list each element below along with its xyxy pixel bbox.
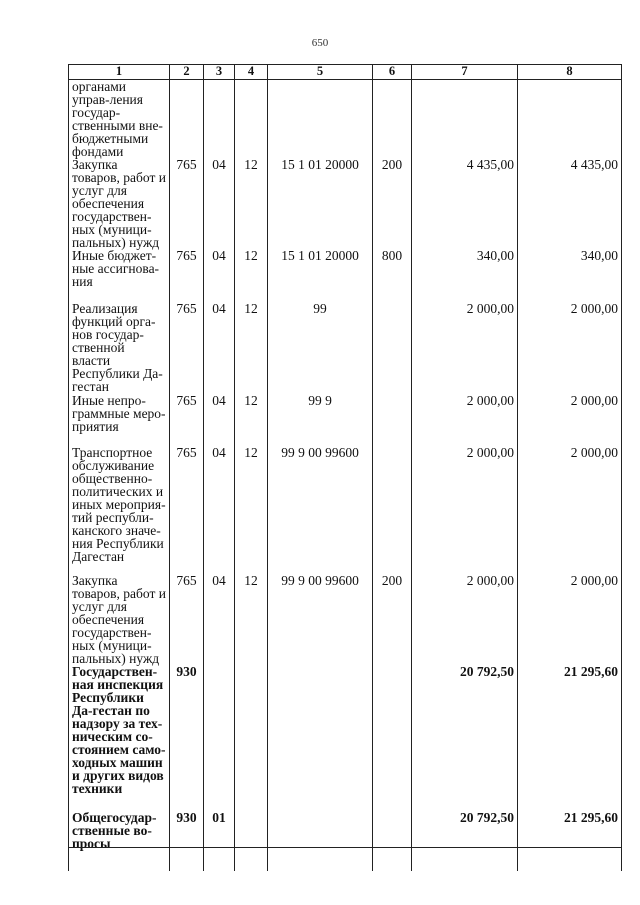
row-subsection: 12 xyxy=(235,394,268,446)
row-subsection: 12 xyxy=(235,302,268,394)
row-target-article: 15 1 01 20000 xyxy=(268,249,373,302)
row-name: Реализация функций орга-нов государ-ственной власти Республики Да-гестан xyxy=(69,302,170,394)
row-sum-year-2: 340,00 xyxy=(518,249,622,302)
row-expense-type xyxy=(373,394,412,446)
row-sum-year-1: 2 000,00 xyxy=(412,302,518,394)
header-cell-7: 7 xyxy=(412,65,518,80)
row-sum-year-1: 20 792,50 xyxy=(412,665,518,811)
row-target-article xyxy=(268,811,373,871)
table-row xyxy=(69,80,622,159)
row-sum-year-1: 4 435,00 xyxy=(412,158,518,249)
row-sum-year-2: 21 295,60 xyxy=(518,811,622,871)
row-code xyxy=(170,80,204,159)
row-sum-year-1: 2 000,00 xyxy=(412,574,518,665)
row-sum-year-1: 2 000,00 xyxy=(412,394,518,446)
row-code: 765 xyxy=(170,394,204,446)
row-target-article: 99 9 00 99600 xyxy=(268,574,373,665)
header-cell-5: 5 xyxy=(268,65,373,80)
row-sum-year-1: 20 792,50 xyxy=(412,811,518,871)
table-bottom-border xyxy=(68,847,621,848)
table-row xyxy=(69,665,622,811)
row-sum-year-2 xyxy=(518,80,622,159)
budget-table xyxy=(68,64,622,871)
row-code: 765 xyxy=(170,302,204,394)
row-code: 930 xyxy=(170,665,204,811)
row-expense-type xyxy=(373,446,412,574)
table-row xyxy=(69,446,622,574)
row-code: 765 xyxy=(170,249,204,302)
header-row xyxy=(69,65,622,80)
header-cell-4: 4 xyxy=(235,65,268,80)
row-target-article: 99 xyxy=(268,302,373,394)
row-section: 04 xyxy=(204,446,235,574)
header-cell-6: 6 xyxy=(373,65,412,80)
row-sum-year-1: 340,00 xyxy=(412,249,518,302)
row-target-article xyxy=(268,80,373,159)
header-cell-1: 1 xyxy=(69,65,170,80)
row-sum-year-1: 2 000,00 xyxy=(412,446,518,574)
row-sum-year-2: 2 000,00 xyxy=(518,394,622,446)
row-name: Закупка товаров, работ и услуг для обеспечения государствен-ных (муници-пальных) нужд xyxy=(69,158,170,249)
row-subsection xyxy=(235,665,268,811)
row-expense-type xyxy=(373,811,412,871)
row-code: 765 xyxy=(170,574,204,665)
row-sum-year-2: 21 295,60 xyxy=(518,665,622,811)
row-expense-type: 200 xyxy=(373,158,412,249)
header-cell-2: 2 xyxy=(170,65,204,80)
row-section: 04 xyxy=(204,158,235,249)
row-section: 01 xyxy=(204,811,235,871)
row-name: Иные непро-граммные меро-приятия xyxy=(69,394,170,446)
row-target-article: 99 9 00 99600 xyxy=(268,446,373,574)
row-sum-year-2: 4 435,00 xyxy=(518,158,622,249)
table-row xyxy=(69,574,622,665)
row-code: 765 xyxy=(170,446,204,574)
row-sum-year-2: 2 000,00 xyxy=(518,446,622,574)
row-name: органами управ-ления государ-ственными вне-бюджетными фондами xyxy=(69,80,170,159)
row-code: 930 xyxy=(170,811,204,871)
table-row xyxy=(69,811,622,871)
row-section: 04 xyxy=(204,394,235,446)
row-name: Транспортное обслуживание общественно-политических и иных мероприя-тий республи-канского значе-ния Республики Дагестан xyxy=(69,446,170,574)
header-cell-3: 3 xyxy=(204,65,235,80)
row-target-article: 15 1 01 20000 xyxy=(268,158,373,249)
row-section: 04 xyxy=(204,574,235,665)
page-number: 650 xyxy=(311,37,329,49)
row-expense-type: 200 xyxy=(373,574,412,665)
row-subsection: 12 xyxy=(235,249,268,302)
row-subsection: 12 xyxy=(235,446,268,574)
row-code: 765 xyxy=(170,158,204,249)
row-name: Общегосудар-ственные во-просы xyxy=(69,811,170,871)
row-expense-type: 800 xyxy=(373,249,412,302)
header-cell-8: 8 xyxy=(518,65,622,80)
table-row xyxy=(69,158,622,249)
row-section xyxy=(204,665,235,811)
table-row xyxy=(69,302,622,394)
row-target-article: 99 9 xyxy=(268,394,373,446)
row-section: 04 xyxy=(204,249,235,302)
row-expense-type xyxy=(373,665,412,811)
row-subsection xyxy=(235,811,268,871)
table-row xyxy=(69,394,622,446)
row-expense-type xyxy=(373,302,412,394)
row-section xyxy=(204,80,235,159)
row-target-article xyxy=(268,665,373,811)
row-name: Закупка товаров, работ и услуг для обеспечения государствен-ных (муници-пальных) нужд xyxy=(69,574,170,665)
row-subsection: 12 xyxy=(235,158,268,249)
row-sum-year-2: 2 000,00 xyxy=(518,574,622,665)
row-sum-year-2: 2 000,00 xyxy=(518,302,622,394)
row-subsection xyxy=(235,80,268,159)
row-section: 04 xyxy=(204,302,235,394)
row-subsection: 12 xyxy=(235,574,268,665)
row-name: Государствен-ная инспекция Республики Да-гестан по надзору за тех-ническим со-стоянием само-ходных машин и других видов техники xyxy=(69,665,170,811)
row-expense-type xyxy=(373,80,412,159)
row-name: Иные бюджет-ные ассигнова-ния xyxy=(69,249,170,302)
table-row xyxy=(69,249,622,302)
row-sum-year-1 xyxy=(412,80,518,159)
